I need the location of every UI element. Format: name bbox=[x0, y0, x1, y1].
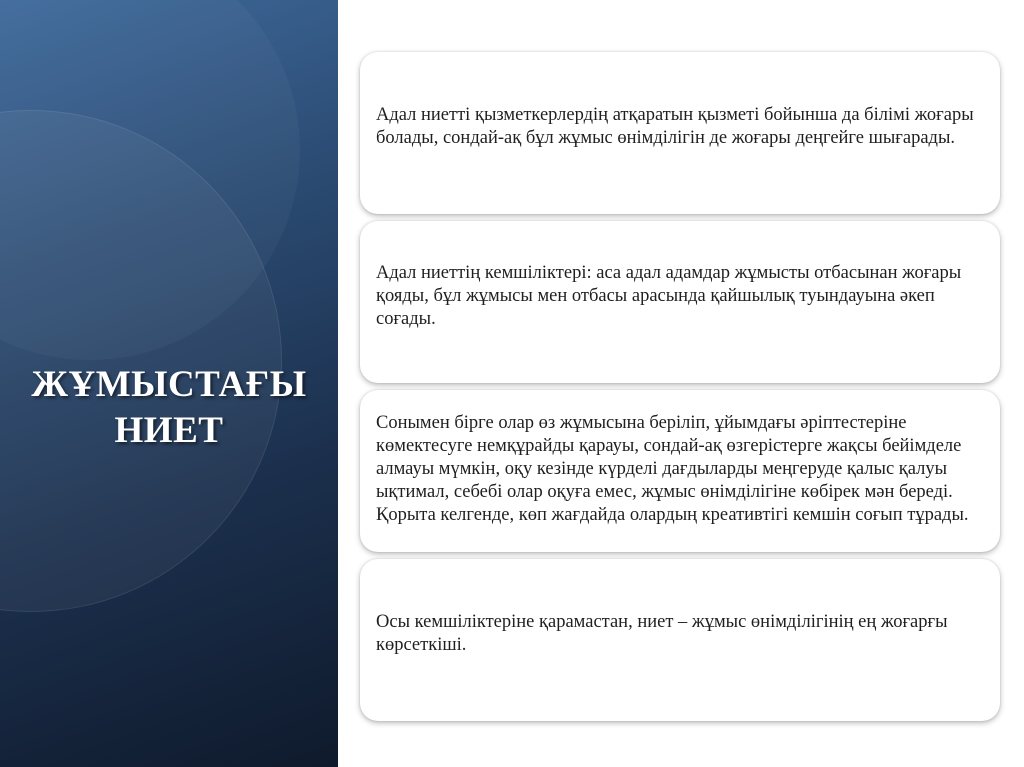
content-card-1 bbox=[360, 52, 1000, 214]
slide-title bbox=[0, 362, 338, 454]
slide-title-line-2: НИЕТ bbox=[114, 410, 224, 451]
card-text: Сонымен бірге олар өз жұмысына беріліп, ұйымдағы әріптестеріне көмектесуге немқұрайды қарауы, сондай-ақ өзгерістерге жақсы бейімделе алмауы мүмкін, оқу кезінде күрделі дағдыларды меңгеруде қалыс қалуы ықтимал, себебі олар оқуға емес, жұмыс өнімділігіне көбірек мән береді. Қорыта келгенде, көп жағдайда олардың креативтігі кемшін соғып тұрады. bbox=[376, 412, 969, 525]
card-text: Осы кемшіліктеріне қарамастан, ниет – жұмыс өнімділігінің ең жоғарғы көрсеткіші. bbox=[376, 612, 948, 655]
content-card-3 bbox=[360, 390, 1000, 552]
slide-title-line-1: ЖҰМЫСТАҒЫ bbox=[31, 364, 307, 405]
card-text: Адал ниеттің кемшіліктері: аса адал адамдар жұмысты отбасынан жоғары қояды, бұл жұмысы мен отбасы арасында қайшылық туындауына әкеп соғады. bbox=[376, 262, 962, 329]
content-card-2 bbox=[360, 221, 1000, 383]
title-panel bbox=[0, 0, 338, 767]
card-text: Адал ниетті қызметкерлердің атқаратын қызметі бойынша да білімі жоғары болады, сондай-ақ бұл жұмыс өнімділігін де жоғары деңгейге шығарады. bbox=[376, 105, 974, 148]
content-card-4 bbox=[360, 559, 1000, 721]
